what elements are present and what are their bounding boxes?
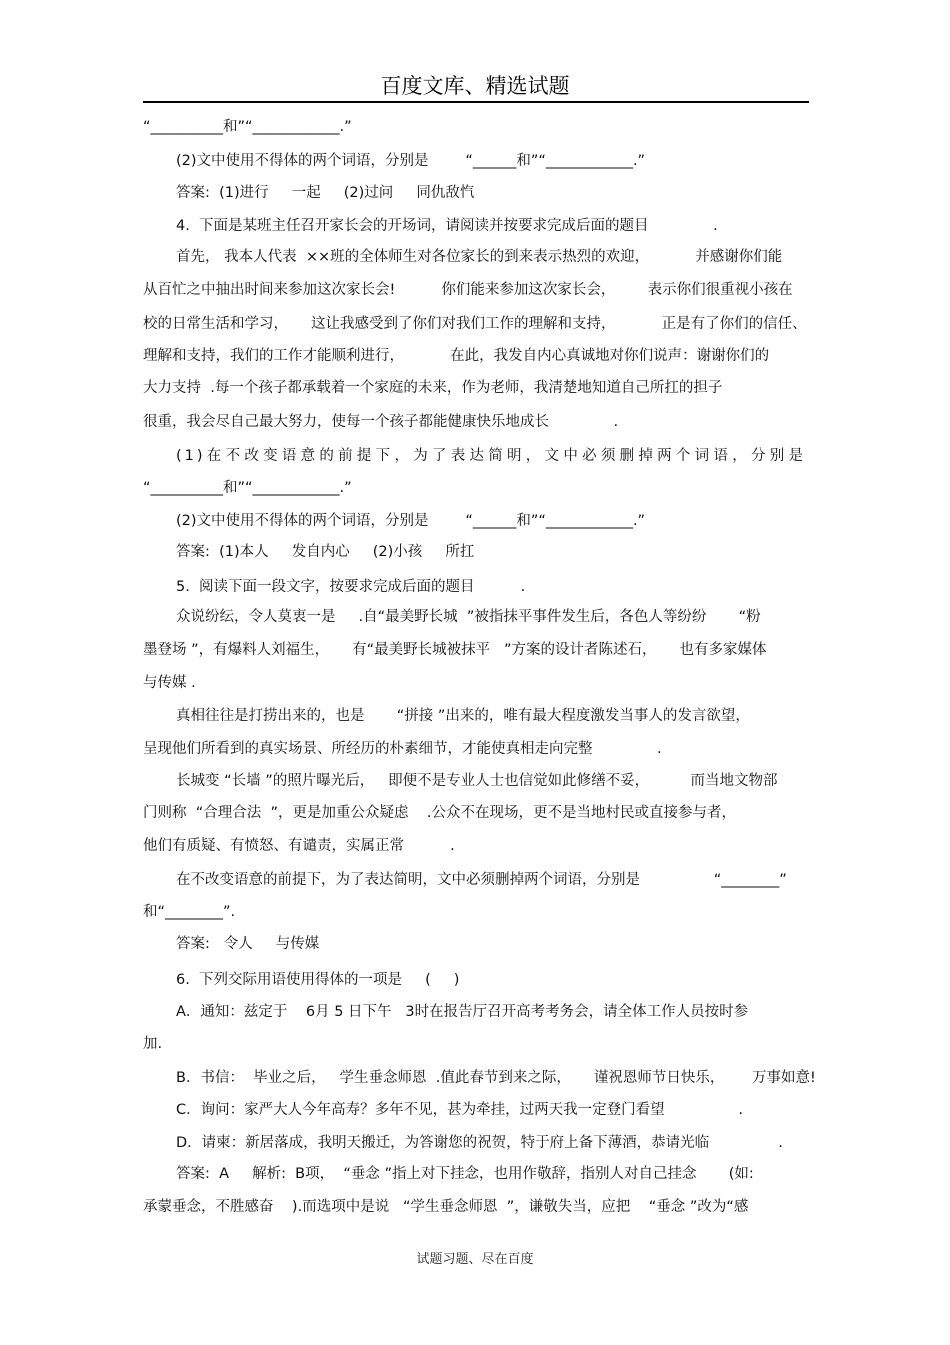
question-title: 4. 下面是某班主任召开家长会的开场词，请阅读并按要求完成后面的题目 . [176, 218, 718, 234]
answer-line: 答案: (1)本人 发自内心 (2)小孩 所扛 [176, 544, 475, 560]
text-line: 和“________”. [143, 904, 236, 920]
text-line: 大力支持 .每一个孩子都承载着一个家庭的未来，作为老师，我清楚地知道自己所扛的担子 [143, 380, 723, 396]
option-c: C．询问：家严大人今年高寿？多年不见，甚为牵挂，过两天我一定登门看望 . [176, 1102, 743, 1118]
text-line: 他们有质疑、有愤怒、有谴责，实属正常 . [143, 838, 455, 854]
text-line: (2)文中使用不得体的两个词语，分别是 “______和”“____________.” [176, 153, 646, 169]
answer-line: 答案: 令人 与传媒 [176, 936, 320, 952]
option-a: A．通知：兹定于 6月 5 日下午 3时在报告厅召开高考考务会，请全体工作人员按时参 [176, 1004, 749, 1020]
text-line: “__________和”“____________.” [143, 119, 352, 135]
question-title: 5. 阅读下面一段文字，按要求完成后面的题目 . [176, 579, 526, 595]
text-line: (1)在不改变语意的前提下，为了表达简明，文中必须删掉两个词语，分别是 [176, 448, 806, 464]
text-line: 在不改变语意的前提下，为了表达简明，文中必须删掉两个词语，分别是 “________” [176, 872, 787, 888]
header-divider [143, 101, 809, 103]
answer-line: 答案: A 解析: B项， “垂念 ”指上对下挂念，也用作敬辞，指别人对自己挂念 (如: [176, 1166, 754, 1182]
text-line: 门则称 “合理合法 ”，更是加重公众疑虑 .公众不在现场，更不是当地村民或直接参与者， [143, 805, 737, 821]
text-line: 首先， 我本人代表 ××班的全体师生对各位家长的到来表示热烈的欢迎， 并感谢你们能 [176, 249, 783, 265]
option-b: B．书信： 毕业之后， 学生垂念师恩 .值此春节到来之际， 谨祝恩师节日快乐， 万事如意! [176, 1070, 816, 1086]
text-line: 长城变 “长墙 ”的照片曝光后， 即便不是专业人士也信觉如此修缮不妥， 而当地文物部 [176, 773, 778, 789]
text-line: (2)文中使用不得体的两个词语，分别是 “______和”“____________.” [176, 513, 646, 529]
text-line: 呈现他们所看到的真实场景、所经历的朴素细节，才能使真相走向完整 . [143, 741, 662, 757]
text-line: 与传媒 . [143, 675, 196, 691]
text-line: 真相往往是打捞出来的，也是 “拼接 ”出来的，唯有最大程度激发当事人的发言欲望， [176, 708, 750, 724]
text-line: 很重，我会尽自己最大努力，使每一个孩子都能健康快乐地成长 . [143, 414, 619, 430]
text-line: 墨登场 ”，有爆料人刘福生， 有“最美野长城被抹平 ”方案的设计者陈述石， 也有多家媒体 [143, 642, 767, 658]
page-header-title: 百度文库、精选试题 [380, 74, 570, 98]
text-line: 承蒙垂念，不胜感奋 ).而选项中是说 “学生垂念师恩 ”，谦敬失当，应把 “垂念 ”改为“感 [143, 1199, 749, 1215]
text-line: 众说纷纭，令人莫衷一是 .自“最美野长城 ”被指抹平事件发生后，各色人等纷纷 “粉 [176, 609, 761, 625]
text-line: 理解和支持，我们的工作才能顺利进行， 在此，我发自内心真诚地对你们说声：谢谢你们的 [143, 348, 770, 364]
text-line: 从百忙之中抽出时间来参加这次家长会! 你们能来参加这次家长会， 表示你们很重视小孩在 [143, 282, 793, 298]
answer-line: 答案: (1)进行 一起 (2)过问 同仇敌忾 [176, 185, 475, 201]
option-d: D．请柬：新居落成，我明天搬迁，为答谢您的祝贺，特于府上备下薄酒，恭请光临 . [176, 1135, 783, 1151]
text-line: “__________和”“____________.” [143, 480, 352, 496]
text-line: 加. [143, 1036, 163, 1052]
text-line: 校的日常生活和学习， 这让我感受到了你们对我们工作的理解和支持， 正是有了你们的信任、 [143, 316, 807, 332]
question-title: 6. 下列交际用语使用得体的一项是 ( ) [176, 972, 460, 988]
page-footer: 试题习题、尽在百度 [416, 1252, 534, 1267]
